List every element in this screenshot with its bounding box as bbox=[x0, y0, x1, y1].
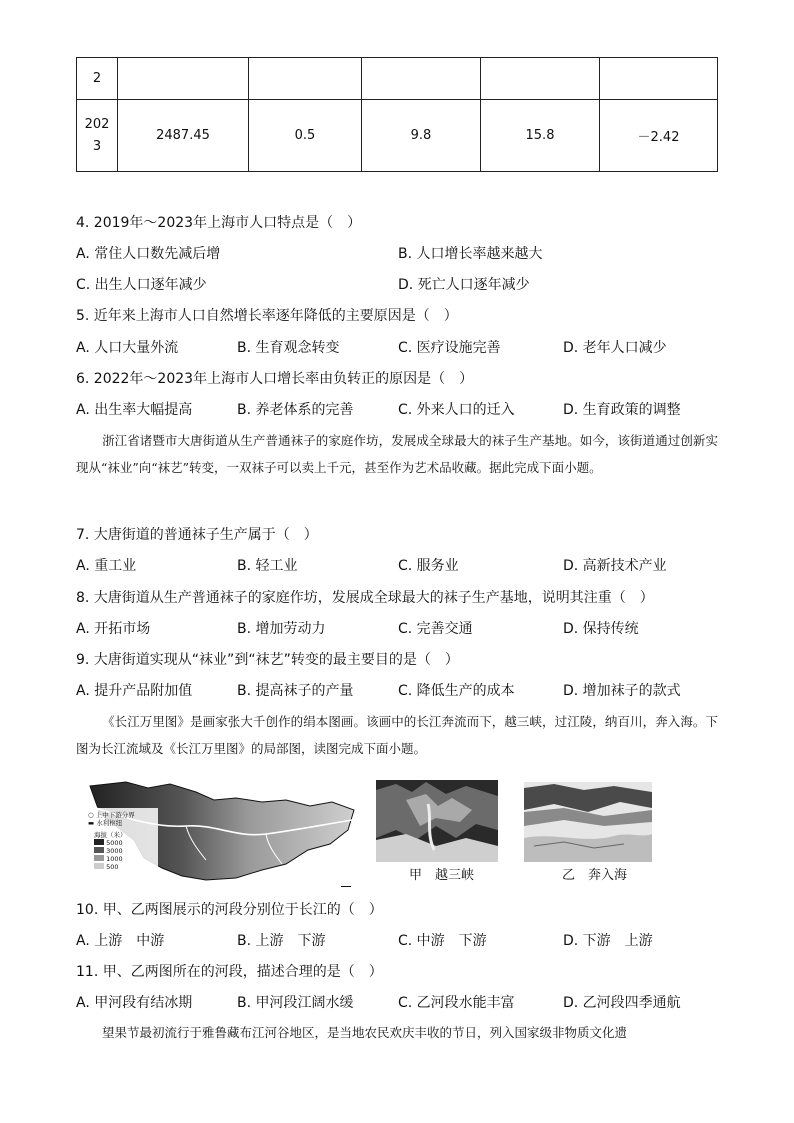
table-cell bbox=[481, 58, 600, 100]
map-legend-elevation: 5000 3000 1000 500 bbox=[94, 839, 135, 871]
circle-icon: ○ bbox=[88, 811, 94, 819]
option-c[interactable]: C. 出生人口逐年减少 bbox=[76, 277, 207, 293]
table-cell: 9.8 bbox=[362, 100, 481, 172]
option-a[interactable]: A. 常住人口数先减后增 bbox=[76, 246, 221, 262]
table-cell: 2487.45 bbox=[118, 100, 249, 172]
option-b[interactable]: B. 提高袜子的产量 bbox=[237, 683, 354, 699]
option-a[interactable]: A. 提升产品附加值 bbox=[76, 683, 193, 699]
population-table bbox=[76, 57, 718, 172]
map-legend-dam: ▬ 水利枢纽 bbox=[88, 819, 123, 827]
option-b[interactable]: B. 生育观念转变 bbox=[237, 340, 340, 356]
table-cell-year-text: 202 3 bbox=[84, 116, 110, 154]
dam-icon: ▬ bbox=[88, 819, 95, 827]
table-cell: －2.42 bbox=[600, 100, 718, 172]
option-d[interactable]: D. 生育政策的调整 bbox=[563, 402, 681, 418]
option-c[interactable]: C. 乙河段水能丰富 bbox=[398, 995, 515, 1011]
option-a[interactable]: A. 人口大量外流 bbox=[76, 340, 179, 356]
table-cell bbox=[118, 58, 249, 100]
option-c[interactable]: C. 降低生产的成本 bbox=[398, 683, 515, 699]
option-b[interactable]: B. 养老体系的完善 bbox=[237, 402, 354, 418]
question-stem: 10. 甲、乙两图展示的河段分别位于长江的（ ） bbox=[76, 902, 383, 918]
option-d[interactable]: D. 死亡人口逐年减少 bbox=[398, 277, 530, 293]
yangtze-basin-map bbox=[86, 778, 362, 890]
question-stem: 5. 近年来上海市人口自然增长率逐年降低的主要原因是（ ） bbox=[76, 308, 458, 324]
option-a[interactable]: A. 上游 中游 bbox=[76, 933, 165, 949]
table-cell bbox=[600, 58, 718, 100]
table-cell bbox=[362, 58, 481, 100]
option-a[interactable]: A. 重工业 bbox=[76, 558, 137, 574]
option-b[interactable]: B. 增加劳动力 bbox=[237, 621, 326, 637]
table-row bbox=[77, 58, 718, 100]
option-c[interactable]: C. 完善交通 bbox=[398, 621, 473, 637]
option-d[interactable]: D. 下游 上游 bbox=[563, 933, 653, 949]
reading-passage: 望果节最初流行于雅鲁藏布江河谷地区，是当地农民欢庆丰收的节日，列入国家级非物质文化遗 bbox=[102, 1025, 628, 1040]
table-cell bbox=[249, 58, 362, 100]
map-legend-boundary: ○ 上中下游分界 bbox=[88, 811, 135, 819]
option-d[interactable]: D. 老年人口减少 bbox=[563, 340, 667, 356]
option-a[interactable]: A. 甲河段有结冰期 bbox=[76, 995, 193, 1011]
question-stem: 8. 大唐街道从生产普通袜子的家庭作坊，发展成全球最大的袜子生产基地，说明其注重（ ） bbox=[76, 590, 654, 606]
painting-yi-image bbox=[524, 782, 652, 862]
option-d[interactable]: D. 高新技术产业 bbox=[563, 558, 667, 574]
question-stem: 7. 大唐街道的普通袜子生产属于（ ） bbox=[76, 527, 318, 543]
question-stem: 9. 大唐街道实现从“袜业”到“袜艺”转变的最主要目的是（ ） bbox=[76, 652, 459, 668]
map-legend-elevation-title: 海拔（米） bbox=[94, 831, 127, 839]
scale-bar bbox=[341, 886, 351, 887]
option-d[interactable]: D. 乙河段四季通航 bbox=[563, 995, 681, 1011]
table-cell-year: 2 bbox=[77, 58, 118, 100]
option-b[interactable]: B. 上游 下游 bbox=[237, 933, 326, 949]
option-a[interactable]: A. 开拓市场 bbox=[76, 621, 151, 637]
table-cell: 15.8 bbox=[481, 100, 600, 172]
painting-jia-image bbox=[376, 780, 498, 862]
option-b[interactable]: B. 轻工业 bbox=[237, 558, 298, 574]
caption-yi: 乙 奔入海 bbox=[562, 868, 628, 883]
option-c[interactable]: C. 外来人口的迁入 bbox=[398, 402, 515, 418]
option-c[interactable]: C. 医疗设施完善 bbox=[398, 340, 501, 356]
table-row bbox=[77, 100, 718, 172]
option-d[interactable]: D. 保持传统 bbox=[563, 621, 639, 637]
option-c[interactable]: C. 中游 下游 bbox=[398, 933, 487, 949]
question-stem: 4. 2019年～2023年上海市人口特点是（ ） bbox=[76, 215, 362, 231]
option-d[interactable]: D. 增加袜子的款式 bbox=[563, 683, 681, 699]
reading-passage: 浙江省诸暨市大唐街道从生产普通袜子的家庭作坊，发展成全球最大的袜子生产基地。如今，该街道通过创新实现从“袜业”向“袜艺”转变，一双袜子可以卖上千元，甚至作为艺术品收藏。据此完成下面小题。 bbox=[76, 433, 718, 475]
table-cell-year bbox=[77, 100, 118, 172]
table-cell: 0.5 bbox=[249, 100, 362, 172]
option-a[interactable]: A. 出生率大幅提高 bbox=[76, 402, 193, 418]
option-b[interactable]: B. 人口增长率越来越大 bbox=[398, 246, 543, 262]
option-c[interactable]: C. 服务业 bbox=[398, 558, 459, 574]
caption-jia: 甲 越三峡 bbox=[409, 868, 475, 883]
reading-passage: 《长江万里图》是画家张大千创作的绢本图画。该画中的长江奔流而下，越三峡，过江陵，纳百川，奔入海。下图为长江流域及《长江万里图》的局部图，读图完成下面小题。 bbox=[76, 714, 718, 756]
option-b[interactable]: B. 甲河段江阔水缓 bbox=[237, 995, 354, 1011]
question-stem: 6. 2022年～2023年上海市人口增长率由负转正的原因是（ ） bbox=[76, 371, 474, 387]
question-stem: 11. 甲、乙两图所在的河段，描述合理的是（ ） bbox=[76, 964, 383, 980]
